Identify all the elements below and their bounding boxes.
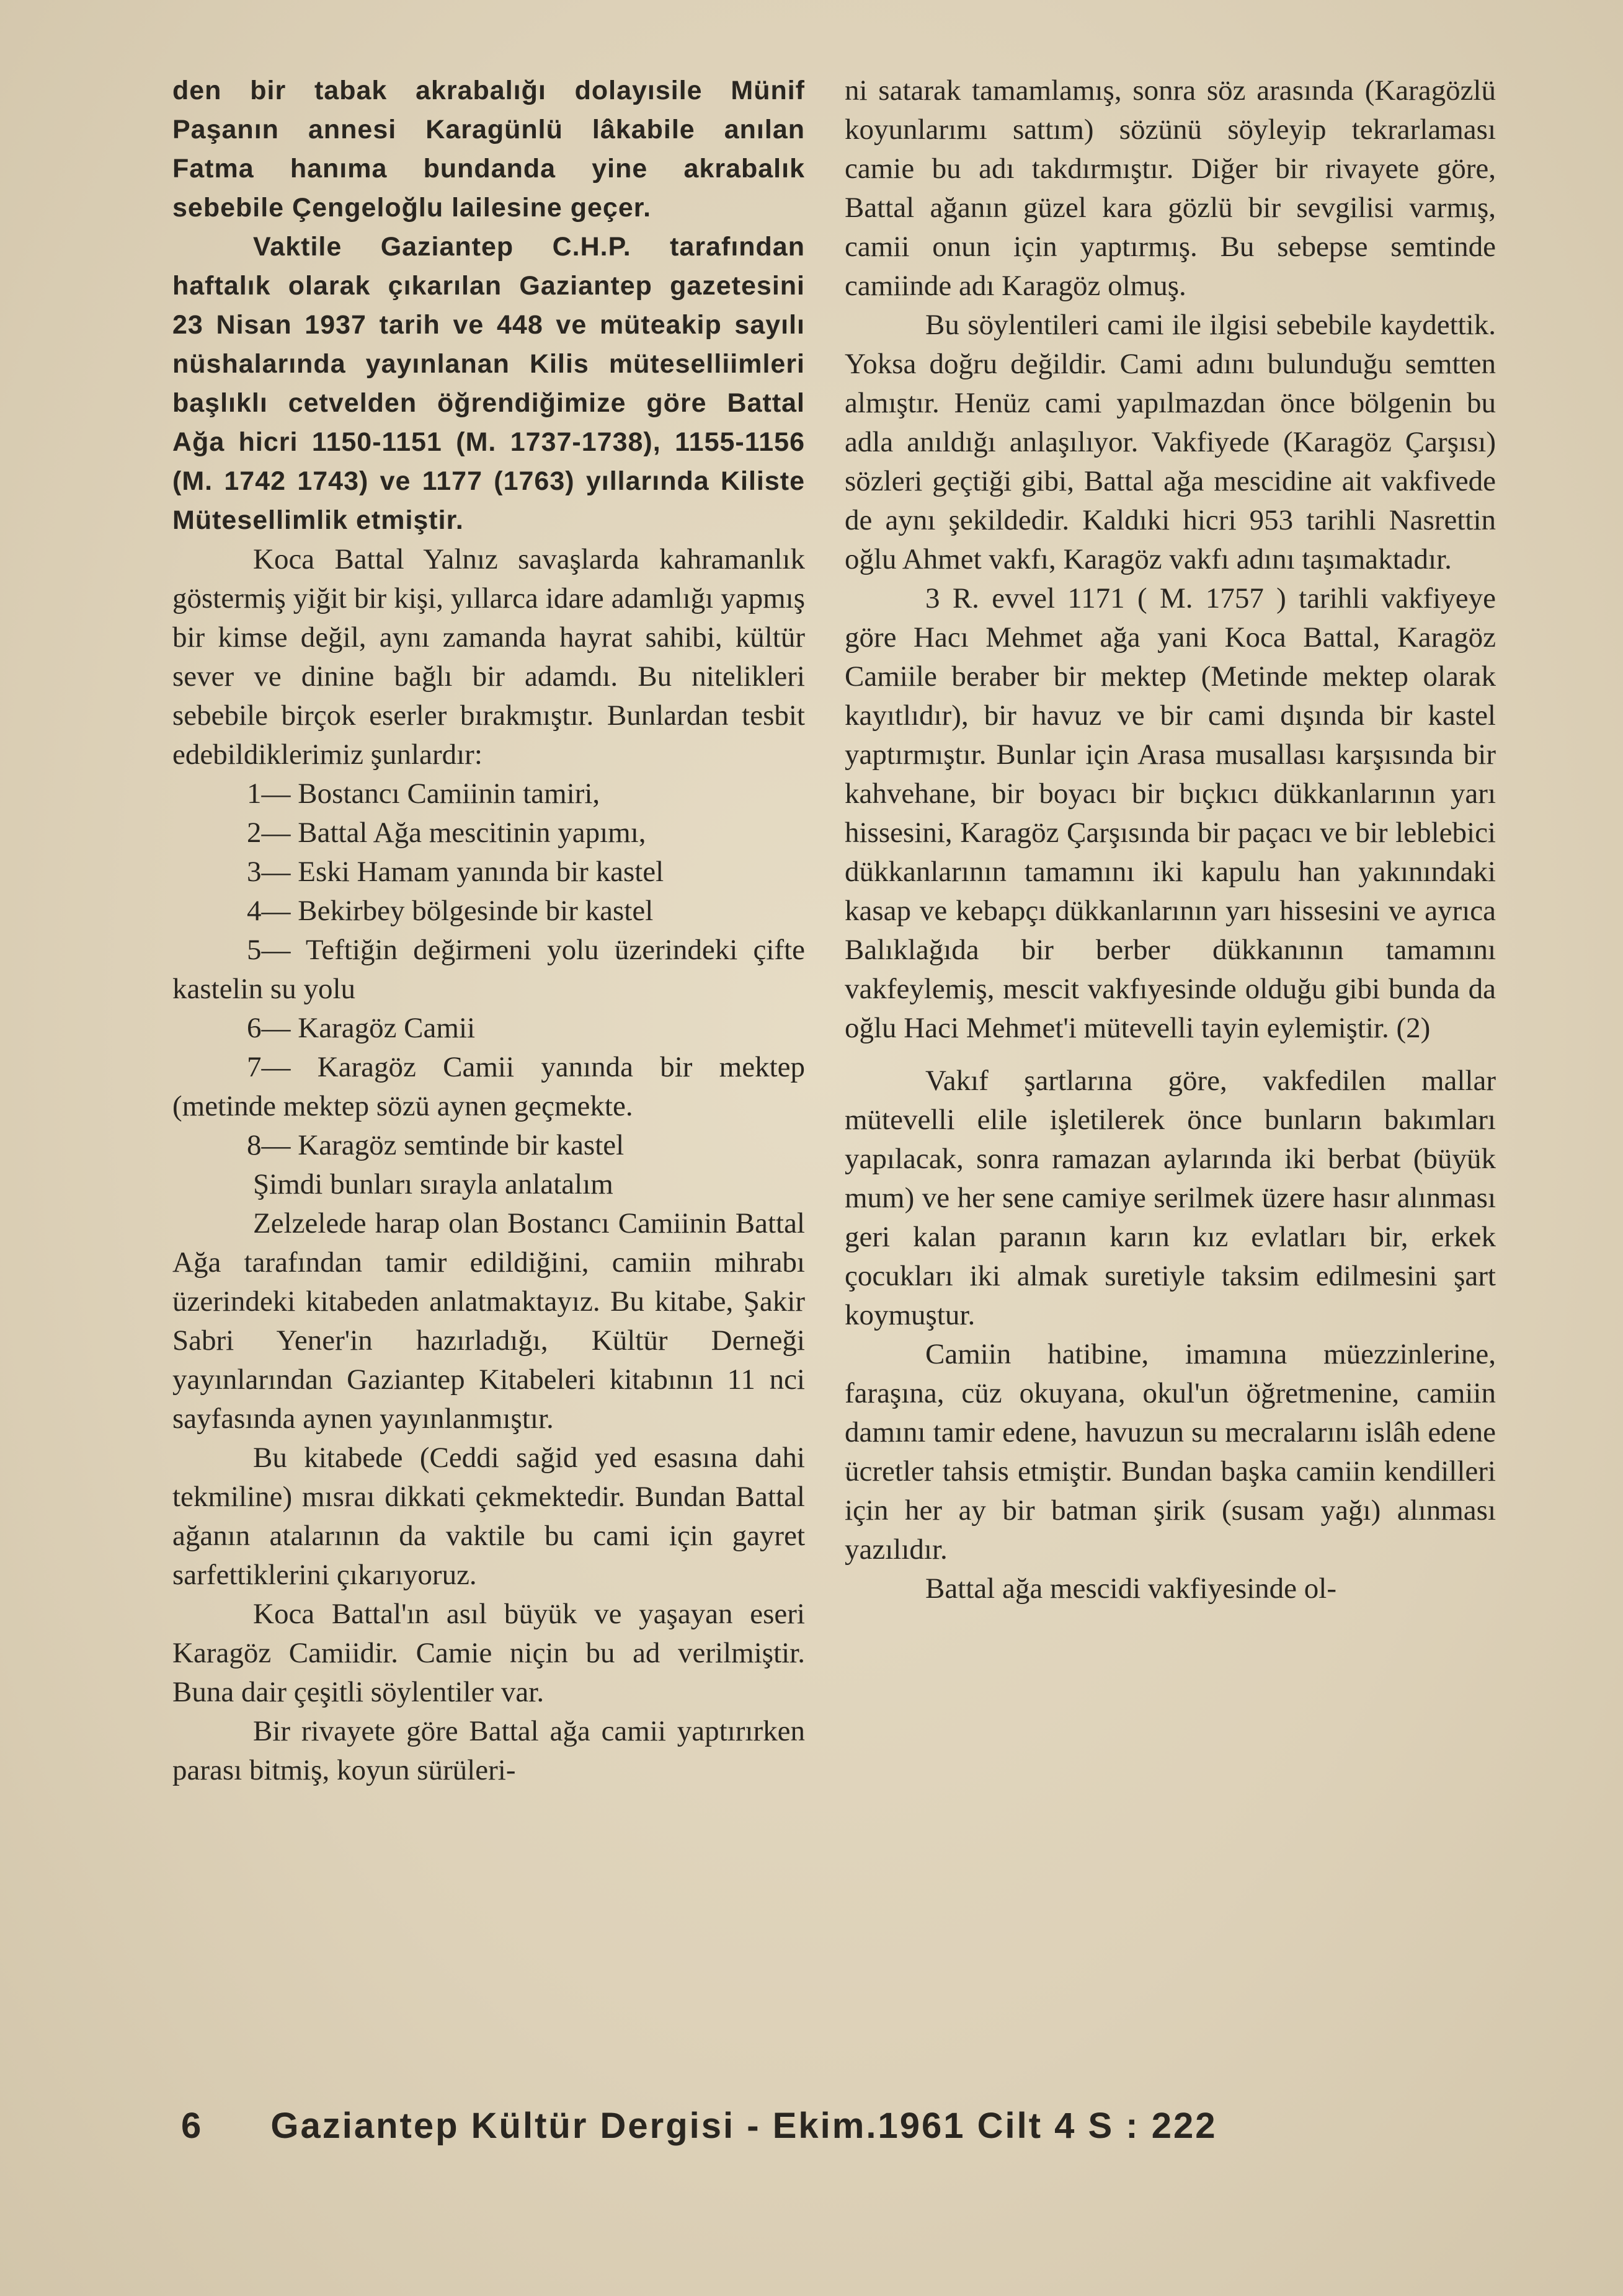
paragraph: Bir rivayete göre Battal ağa camii yaptırırken parası bitmiş, koyun sürüleri-: [172, 1715, 805, 1786]
paragraph: Bu kitabede (Ceddi sağid yed esasına dahi tekmiline) mısraı dikkati çekmektedir. Bundan Battal ağanın atalarının da vaktile bu cami için gayret sarfettiklerini çıkarıyoruz.: [172, 1442, 805, 1591]
list-item: 1— Bostancı Camiinin tamiri,: [247, 778, 600, 810]
paragraph: Şimdi bunları sırayla anlatalım: [253, 1168, 613, 1200]
paragraph: ni satarak tamamlamış, sonra söz arasında (Karagözlü koyunlarımı sattım) sözünü söyleyip tekrarlaması camie bu adı takdırmıştır. Diğer bir rivayete göre, Battal ağanın güzel kara gözlü bir sevgilisi varmış, camii onun için yaptırmış. Bu sebepse semtinde camiinde adı Karagöz olmuş.: [845, 74, 1496, 302]
paragraph: Koca Battal'ın asıl büyük ve yaşayan eseri Karagöz Camiidir. Camie niçin bu ad verilmiştir. Buna dair çeşitli söylentiler var.: [172, 1598, 805, 1708]
paragraph: Vaktile Gaziantep C.H.P. tarafından haftalık olarak çıkarılan Gaziantep gazetesini 23 Nisan 1937 tarih ve 448 ve müteakip sayılı nüshalarında yayınlanan Kilis müteselliimleri başlıklı cetvelden öğrendiğimize göre Battal Ağa hicri 1150-1151 (M. 1737-1738), 1155-1156 (M. 1742 1743) ve 1177 (1763) yıllarında Kiliste Mütesellimlik etmiştir.: [172, 232, 805, 535]
left-column: [172, 71, 805, 1790]
right-column: [845, 71, 1496, 1608]
list-item: 7— Karagöz Camii yanında bir mektep (metinde mektep sözü aynen geçmekte.: [172, 1051, 805, 1122]
paragraph: Vakıf şartlarına göre, vakfedilen mallar mütevelli elile işletilerek önce bunların bakımları yapılacak, sonra ramazan aylarında iki berbat (büyük mum) ve her sene camiye serilmek üzere hasır alınması geri kalan paranın karın kız evlatları bir, erkek çocukları iki almak suretiyle taksim edilmesini şart koymuştur.: [845, 1065, 1496, 1331]
list-item: 6— Karagöz Camii: [247, 1012, 476, 1044]
journal-citation: Gaziantep Kültür Dergisi - Ekim.1961 Cilt 4 S : 222: [270, 2106, 1217, 2146]
works-list: [172, 774, 805, 1165]
list-item: 8— Karagöz semtinde bir kastel: [247, 1129, 625, 1161]
paragraph: Zelzelede harap olan Bostancı Camiinin Battal Ağa tarafından tamir edildiğini, camiin mihrabı üzerindeki kitabeden anlatmaktayız. Bu kitabe, Şakir Sabri Yener'in hazırladığı, Kültür Derneği yayınlarından Gaziantep Kitabeleri kitabının 11 nci sayfasında aynen yayınlanmıştır.: [172, 1207, 805, 1435]
list-item: 3— Eski Hamam yanında bir kastel: [247, 856, 664, 888]
paragraph: Koca Battal Yalnız savaşlarda kahramanlık göstermiş yiğit bir kişi, yıllarca idare adamlığı yapmış bir kimse değil, aynı zamanda hayrat sahibi, kültür sever ve dinine bağlı bir adamdı. Bu nitelikleri sebebile birçok eserler bırakmıştır. Bunlardan tesbit edebildiklerimiz şunlardır:: [172, 543, 805, 771]
paragraph: Bu söylentileri cami ile ilgisi sebebile kaydettik. Yoksa doğru değildir. Cami adını bulunduğu semtten almıştır. Henüz cami yapılmazdan önce bölgenin bu adla anıldığı anlaşılıyor. Vakfiyede (Karagöz Çarşısı) sözleri geçtiği gibi, Battal ağa mescidine ait vakfivede de aynı şekildedir. Kaldıki hicri 953 tarihli Nasrettin oğlu Ahmet vakfı, Karagöz vakfı adını taşımaktadır.: [845, 309, 1496, 575]
paragraph: Camiin hatibine, imamına müezzinlerine, faraşına, cüz okuyana, okul'un öğretmenine, camiin damını tamir edene, havuzun su mecralarını islâh edene ücretler tahsis etmiştir. Bundan başka camiin kendilleri için her ay bir batman şirik (susam yağı) alınması yazılıdır.: [845, 1338, 1496, 1566]
list-item: 2— Battal Ağa mescitinin yapımı,: [247, 817, 646, 849]
page-footer: [181, 2105, 1496, 2147]
list-item: 4— Bekirbey bölgesinde bir kastel: [247, 895, 654, 927]
paragraph: den bir tabak akrabalığı dolayısile Münif Paşanın annesi Karagünlü lâkabile anılan Fatma hanıma bundanda yine akrabalık sebebile Çengeloğlu lailesine geçer.: [172, 76, 805, 223]
paragraph: Battal ağa mescidi vakfiyesinde ol-: [925, 1572, 1337, 1605]
paragraph: 3 R. evvel 1171 ( M. 1757 ) tarihli vakfiyeye göre Hacı Mehmet ağa yani Koca Battal, Karagöz Camiile beraber bir mektep (Metinde mektep olarak kayıtlıdır), bir havuz ve bir cami dışında bir kastel yaptırmıştır. Bunlar için Arasa musallası karşısında bir kahvehane, bir boyacı bir bıçkıcı dükkanlarının yarı hissesini, Karagöz Çarşısında bir paçacı ve bir leblebici dükkanlarının tamamını iki kapulu han yakınındaki kasap ve kebapçı dükkanlarının yarı hissesini ve ayrıca Balıklağıda bir berber dükkanının tamamını vakfeylemiş, mescit vakfıyesinde olduğu gibi bunda da oğlu Haci Mehmet'i mütevelli tayin eylemiştir. (2): [845, 582, 1496, 1044]
list-item: 5— Teftiğin değirmeni yolu üzerindeki çifte kastelin su yolu: [172, 934, 805, 1005]
page-number: 6: [181, 2106, 203, 2146]
